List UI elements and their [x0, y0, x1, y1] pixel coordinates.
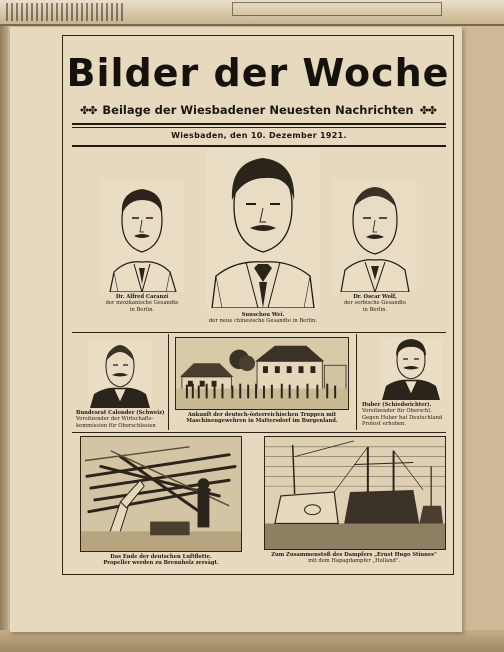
- caption-caranzi-line-2: in Berlin.: [129, 306, 155, 313]
- caption-wolf-name: Dr. Oscar Wolf,: [353, 294, 397, 300]
- masthead-subtitle-row: [78, 102, 438, 118]
- caption-wei-line-1: der neue chinesische Gesandte in Berlin.: [208, 318, 317, 325]
- photo-luftflotte: [80, 436, 242, 552]
- portrait-calonder: [88, 342, 152, 408]
- caption-calonder-line-1: Bundesrat Calonder (Schweiz): [76, 410, 165, 416]
- ornament-right-icon: ✤✤: [419, 103, 436, 117]
- masthead-title: Bilder der Woche: [66, 51, 450, 95]
- masthead-subtitle: Beilage der Wiesbadener Neuesten Nachrichten: [102, 103, 414, 117]
- caption-luftflotte-line-2: Propeller werden zu Brennholz zersägt.: [103, 560, 219, 567]
- caption-huber-line-2: Vorsitzender für Oberschl.: [362, 408, 432, 415]
- caption-caranzi: [96, 294, 188, 313]
- caption-caranzi-name: Dr. Alfred Caranzi: [115, 294, 169, 300]
- caption-luftflotte-line-1: Das Ende der deutschen Luftflotte.: [110, 554, 212, 560]
- previous-page-text-fragment: [6, 3, 126, 21]
- previous-page-box-fragment: [232, 2, 442, 16]
- caption-mattersdorf: [176, 412, 348, 425]
- caption-calonder: [76, 410, 166, 429]
- caption-huber-line-1: Huber (Schiedsrichter).: [362, 402, 432, 408]
- caption-ship-collision: [256, 552, 452, 565]
- rule-below-date: [72, 145, 446, 147]
- dateline: Wiesbaden, den 10. Dezember 1921.: [171, 131, 347, 140]
- page-stack-edge: [0, 630, 504, 652]
- caption-ship-collision-line-1: Zum Zusammenstoß des Dampfers „Ernst Hugo Stinnes": [271, 552, 437, 558]
- caption-wei: [196, 312, 330, 325]
- caption-luftflotte: [76, 554, 246, 567]
- caption-huber-line-3: Gegen Huber hat Deutschland: [362, 414, 443, 421]
- column-separator-left: [168, 334, 169, 430]
- rule-top-thin: [72, 127, 446, 128]
- photo-ship-collision: [264, 436, 446, 550]
- caption-huber-line-4: Protest erhoben.: [362, 421, 407, 428]
- caption-calonder-line-3: kommission für Oberschlesien: [76, 422, 156, 429]
- portrait-wolf: [333, 180, 417, 292]
- row-separator-1: [72, 332, 446, 333]
- caption-huber: [362, 402, 448, 428]
- ornament-left-icon: ✤✤: [79, 103, 97, 117]
- caption-mattersdorf-line-1: Ankunft der deutsch-österreichischen Truppen mit: [187, 412, 337, 418]
- column-separator-right: [356, 334, 357, 430]
- portrait-caranzi: [100, 180, 184, 292]
- photo-mattersdorf: [175, 337, 349, 410]
- caption-wei-name: Sunschou Wei.: [241, 312, 285, 318]
- caption-caranzi-line-1: der mexikanische Gesandte: [105, 300, 179, 307]
- caption-calonder-line-2: Vorsitzender der Wirtschafts-: [76, 416, 154, 423]
- caption-mattersdorf-line-2: Maschinengewehren in Mattersdorf im Burgenland.: [186, 418, 338, 425]
- row-separator-2: [72, 432, 446, 433]
- portrait-huber: [380, 338, 442, 400]
- portrait-wei: [206, 148, 320, 308]
- caption-wolf-line-1: der serbische Gesandte: [343, 300, 407, 307]
- caption-ship-collision-line-2: mit dem Hapagdampfer „Holland".: [308, 558, 400, 565]
- binding-edge: [0, 26, 8, 652]
- rule-top: [72, 123, 446, 125]
- caption-wolf: [329, 294, 421, 313]
- caption-wolf-line-2: in Berlin.: [362, 306, 388, 313]
- previous-page-strip: [0, 0, 504, 26]
